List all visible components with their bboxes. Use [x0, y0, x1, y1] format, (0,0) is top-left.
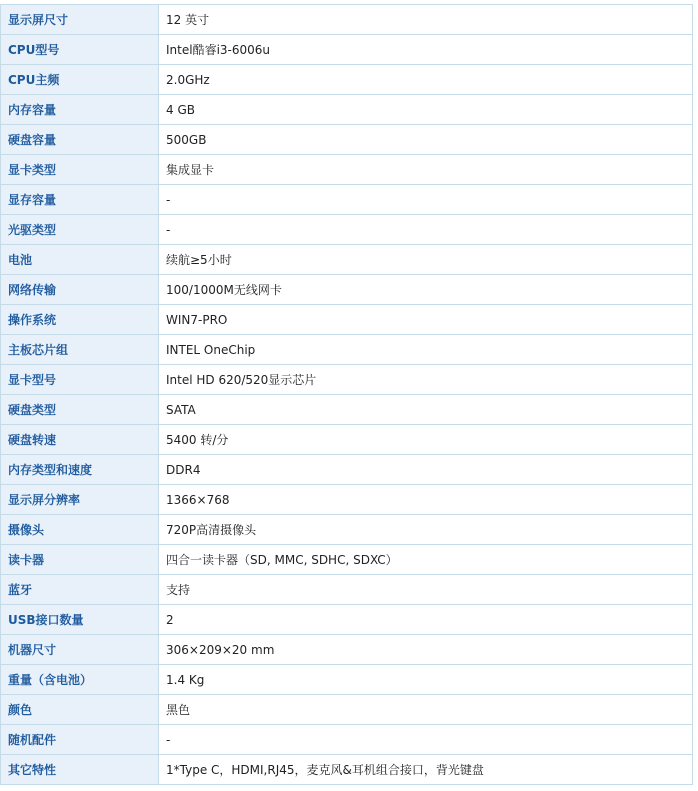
spec-row: [1, 335, 693, 365]
spec-value: 306×209×20 mm: [159, 635, 693, 665]
spec-row: [1, 125, 693, 155]
spec-label: 机器尺寸: [1, 635, 159, 665]
spec-value: 5400 转/分: [159, 425, 693, 455]
spec-row: [1, 425, 693, 455]
spec-label: 蓝牙: [1, 575, 159, 605]
spec-value: 续航≥5小时: [159, 245, 693, 275]
spec-label: 摄像头: [1, 515, 159, 545]
spec-label: 硬盘容量: [1, 125, 159, 155]
spec-label: 颜色: [1, 695, 159, 725]
spec-label: 网络传输: [1, 275, 159, 305]
spec-value: 黑色: [159, 695, 693, 725]
spec-value: 1366×768: [159, 485, 693, 515]
spec-value: INTEL OneChip: [159, 335, 693, 365]
spec-row: [1, 665, 693, 695]
spec-row: [1, 695, 693, 725]
spec-row: [1, 725, 693, 755]
spec-value: 1.4 Kg: [159, 665, 693, 695]
spec-label: USB接口数量: [1, 605, 159, 635]
spec-value: SATA: [159, 395, 693, 425]
spec-value: 100/1000M无线网卡: [159, 275, 693, 305]
spec-label: 电池: [1, 245, 159, 275]
spec-row: [1, 515, 693, 545]
spec-value: 四合一读卡器（SD, MMC, SDHC, SDXC）: [159, 545, 693, 575]
spec-value: -: [159, 725, 693, 755]
spec-row: [1, 5, 693, 35]
spec-value: 2.0GHz: [159, 65, 693, 95]
spec-row: [1, 245, 693, 275]
spec-label: 硬盘转速: [1, 425, 159, 455]
spec-value: 720P高清摄像头: [159, 515, 693, 545]
spec-row: [1, 305, 693, 335]
spec-table-body: [1, 5, 693, 785]
spec-table: [0, 4, 693, 785]
spec-label: 显卡型号: [1, 365, 159, 395]
spec-row: [1, 635, 693, 665]
spec-label: 内存类型和速度: [1, 455, 159, 485]
spec-label: 其它特性: [1, 755, 159, 785]
spec-value: DDR4: [159, 455, 693, 485]
spec-row: [1, 455, 693, 485]
spec-label: 操作系统: [1, 305, 159, 335]
spec-row: [1, 395, 693, 425]
spec-label: 显示屏尺寸: [1, 5, 159, 35]
spec-value: 4 GB: [159, 95, 693, 125]
spec-row: [1, 35, 693, 65]
spec-label: 主板芯片组: [1, 335, 159, 365]
spec-row: [1, 485, 693, 515]
spec-row: [1, 545, 693, 575]
spec-value: Intel酷睿i3-6006u: [159, 35, 693, 65]
spec-row: [1, 155, 693, 185]
spec-label: CPU主频: [1, 65, 159, 95]
spec-value: -: [159, 185, 693, 215]
spec-row: [1, 215, 693, 245]
spec-row: [1, 65, 693, 95]
spec-value: -: [159, 215, 693, 245]
spec-label: 随机配件: [1, 725, 159, 755]
spec-label: 读卡器: [1, 545, 159, 575]
spec-label: 重量（含电池）: [1, 665, 159, 695]
spec-label: 光驱类型: [1, 215, 159, 245]
spec-row: [1, 185, 693, 215]
spec-value: 12 英寸: [159, 5, 693, 35]
spec-label: 内存容量: [1, 95, 159, 125]
spec-value: WIN7-PRO: [159, 305, 693, 335]
spec-row: [1, 755, 693, 785]
spec-row: [1, 605, 693, 635]
spec-label: 显卡类型: [1, 155, 159, 185]
spec-label: 硬盘类型: [1, 395, 159, 425]
spec-label: CPU型号: [1, 35, 159, 65]
spec-value: 500GB: [159, 125, 693, 155]
spec-value: 集成显卡: [159, 155, 693, 185]
spec-value: 2: [159, 605, 693, 635]
spec-value: Intel HD 620/520显示芯片: [159, 365, 693, 395]
spec-row: [1, 365, 693, 395]
spec-row: [1, 275, 693, 305]
spec-row: [1, 575, 693, 605]
spec-value: 支持: [159, 575, 693, 605]
spec-label: 显示屏分辨率: [1, 485, 159, 515]
spec-value: 1*Type C，HDMI,RJ45，麦克风&耳机组合接口，背光键盘: [159, 755, 693, 785]
spec-row: [1, 95, 693, 125]
spec-label: 显存容量: [1, 185, 159, 215]
